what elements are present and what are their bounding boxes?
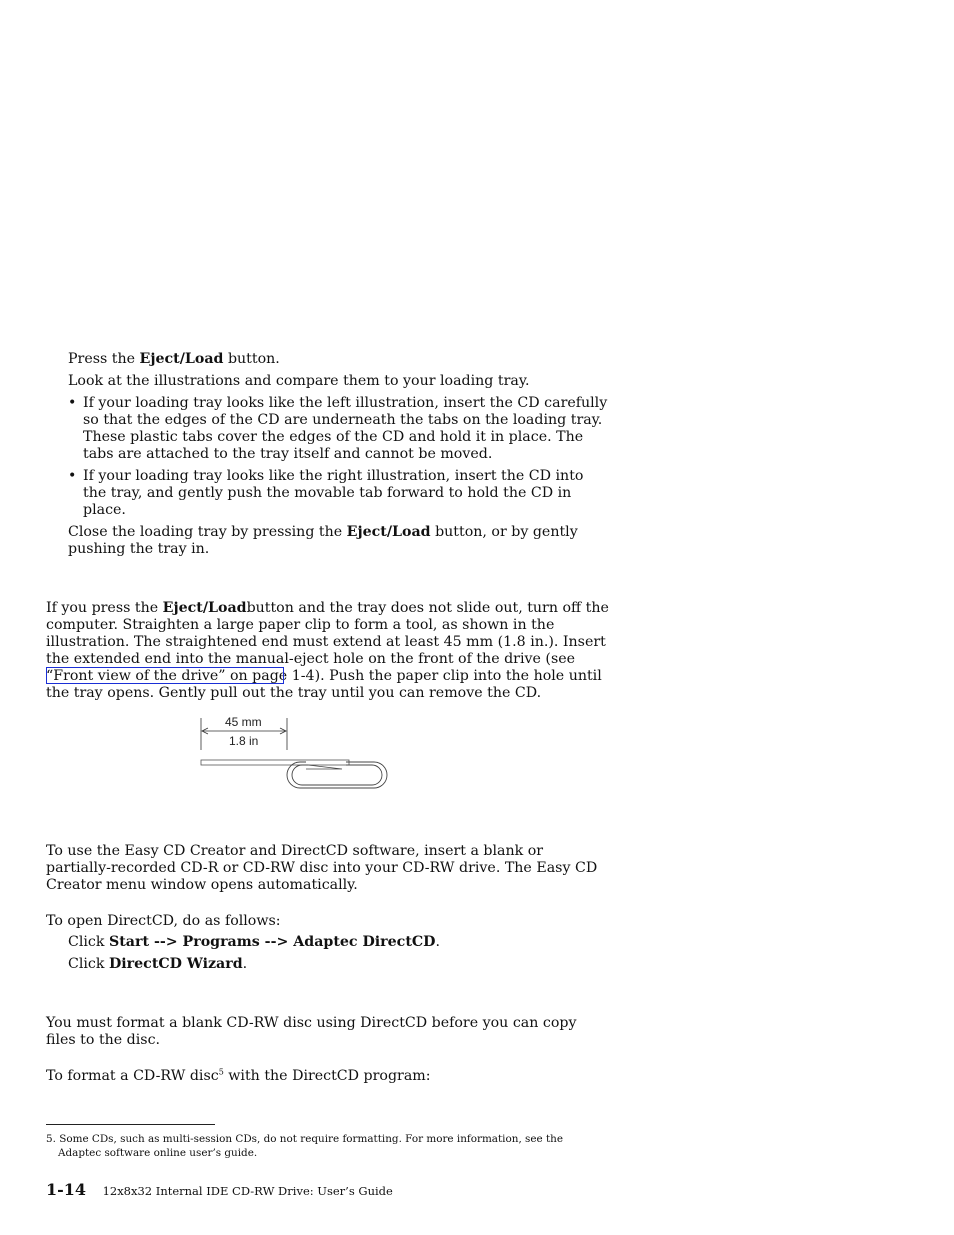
easy-cd-paragraph: To use the Easy CD Creator and DirectCD software, insert a blank or partially-recorded CD-R or CD-RW disc into your CD-RW drive. The Easy CD Creator menu window opens automatically. [46, 843, 598, 893]
front-view-link-box[interactable] [46, 667, 284, 684]
step-close-tray: Close the loading tray by pressing the Eject/Load button, or by gently pushing the tray in. [68, 524, 578, 557]
page-footer [46, 1181, 393, 1200]
open-directcd-intro: To open DirectCD, do as follows: [46, 913, 281, 929]
dimension-mm-label: 45 mm [225, 715, 262, 729]
paper-clip-figure [196, 712, 396, 796]
footnote: 5. Some CDs, such as multi-session CDs, do not require formatting. For more information, see the Adaptec software online user’s guide. [46, 1133, 564, 1159]
manual-eject-paragraph: If you press the Eject/Loadbutton and the tray does not slide out, turn off the computer. Straighten a large paper clip to form a tool, as shown in the illustration. The straightened end must extend at least 45 mm (1.8 in.). Insert the extended end into the manual-eject hole on the front of the drive (see “Front view of the drive” on page 1-4). Push the paper clip into the hole until the tray opens. Gently pull out the tray until you can remove the CD. [46, 600, 609, 701]
step-click-start: Click Start --> Programs --> Adaptec DirectCD. [68, 934, 440, 950]
step-press-eject: Press the Eject/Load button. [68, 351, 280, 367]
step-compare-illustrations: Look at the illustrations and compare them to your loading tray. [68, 373, 530, 389]
page: Press the Eject/Load button. Look at the illustrations and compare them to your loading tray. • If your loading tray looks like the left illustration, insert the CD carefully so that the edges of the CD are underneath the tabs on the loading tray. These plastic tabs cover the edges of the CD and hold it in place. The tabs are attached to the tray itself and cannot be moved. • If your loading tray looks like the right illustration, insert the CD into the tray, and gently push the movable tab forward to hold the CD in place. Close the loading tray by pressing the Eject/Load button, or by gently pushing the tray in. If you press the Eject/Loadbutton and the tray does not slide out, turn off the computer. Straighten a large paper clip to form a tool, as shown in the illustration. The straightened end must extend at least 45 mm (1.8 in.). Insert the extended end into the manual-eject hole on the front of the drive (see “Front view of the drive” on page 1-4). Push the paper clip into the hole until the tray opens. Gently pull out the tray until you can remove the CD. 45 mm 1.8 in To use the Easy CD Creator and DirectCD software, insert a blank or partially-recorded CD-R or CD-RW disc into your CD-RW drive. The Easy CD Creator menu window opens automatically. To open DirectCD, do as follows: Click Start --> Programs --> Adaptec DirectCD. Click DirectCD Wizard. You must format a blank CD-RW disc using DirectCD before you can copy files to the disc. To format a CD-RW disc$^5$ with the DirectCD program: 5. Some CDs, such as multi-session CDs, do not require formatting. For more information, see the Adaptec software online user’s guide. 1-14 12x8x32 Internal IDE CD-RW Drive: User’s Guide [46, 351, 609, 1199]
footer-title: 12x8x32 Internal IDE CD-RW Drive: User’s Guide [102, 1184, 393, 1198]
bullet-marker: • [68, 395, 77, 411]
step-click-wizard: Click DirectCD Wizard. [68, 956, 248, 972]
bullet-marker: • [68, 468, 77, 484]
footnote-ref: 5 [218, 1067, 224, 1077]
front-view-link[interactable]: “Front view of the drive” on page 1-4 [46, 668, 315, 684]
footnote-divider [46, 1124, 215, 1125]
eject-load-label: Eject/Load [139, 351, 224, 367]
page-number: 1-14 [46, 1180, 87, 1199]
dimension-in-label: 1.8 in [229, 734, 259, 748]
format-paragraph: You must format a blank CD-RW disc using DirectCD before you can copy files to the disc. [46, 1015, 577, 1048]
format-intro: To format a CD-RW disc$^5$ with the DirectCD program: [46, 1067, 431, 1084]
